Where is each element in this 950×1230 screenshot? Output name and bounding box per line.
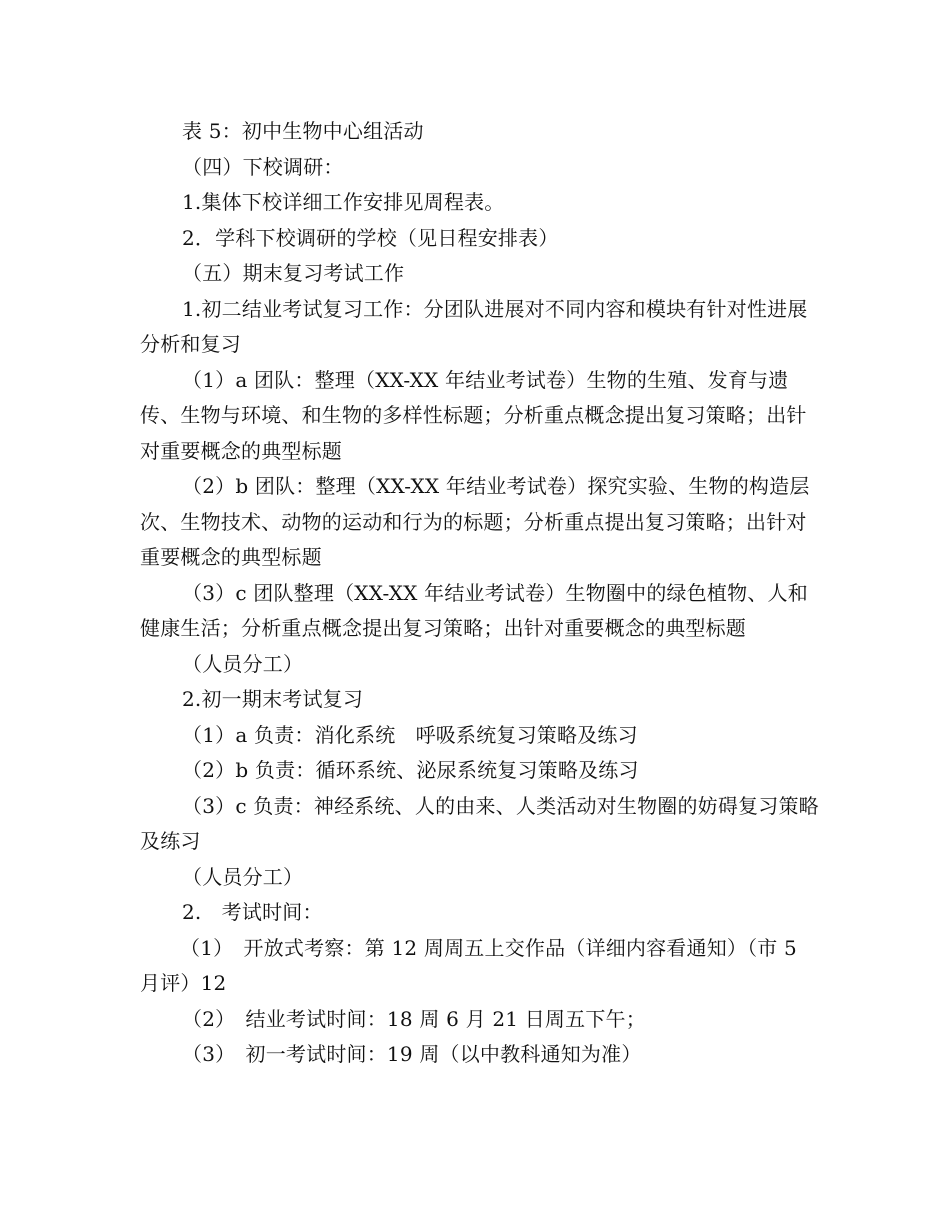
staff-division-1: （人员分工） xyxy=(182,651,304,676)
document-body xyxy=(140,114,820,1073)
staff-division-2: （人员分工） xyxy=(182,864,304,889)
section-heading-4: （四）下校调研： xyxy=(182,154,344,179)
exam-time-1: （1） 开放式考察：第 12 周周五上交作品（详细内容看通知）（市 5 月评）12 xyxy=(140,935,797,995)
paragraph-team-b: （2）b 团队：整理（XX-XX 年结业考试卷）探究实验、生物的构造层次、生物技术、动物的运动和行为的标题；分析重点提出复习策略；出针对重要概念的典型标题 xyxy=(140,474,810,569)
paragraph-visit-1: 1.集体下校详细工作安排见周程表。 xyxy=(182,190,505,214)
paragraph-grade1-a: （1）a 负责：消化系统 呼吸系统复习策略及练习 xyxy=(182,722,638,747)
exam-time-2: （2） 结业考试时间：18 周 6 月 21 日周五下午； xyxy=(182,1006,646,1031)
paragraph-team-a: （1）a 团队：整理（XX-XX 年结业考试卷）生物的生殖、发育与遗传、生物与环境、和生物的多样性标题；分析重点概念提出复习策略；出针对重要概念的典型标题 xyxy=(140,367,807,463)
paragraph-visit-2: 2．学科下校调研的学校（见日程安排表） xyxy=(182,225,559,250)
exam-time-3: （3） 初一考试时间：19 周（以中教科通知为准） xyxy=(182,1042,642,1066)
paragraph-grade1-b: （2）b 负责：循环系统、泌尿系统复习策略及练习 xyxy=(182,758,639,782)
paragraph-grade1-c: （3）c 负责：神经系统、人的由来、人类活动对生物圈的妨碍复习策略及练习 xyxy=(140,793,819,853)
exam-time-heading: 2. 考试时间： xyxy=(182,900,323,924)
paragraph-grade1-review: 2.初一期末考试复习 xyxy=(182,687,364,711)
section-heading-5: （五）期末复习考试工作 xyxy=(182,261,405,285)
paragraph-team-c: （3）c 团队整理（XX-XX 年结业考试卷）生物圈中的绿色植物、人和健康生活；分析重点概念提出复习策略；出针对重要概念的典型标题 xyxy=(140,580,808,640)
table-caption: 表 5：初中生物中心组活动 xyxy=(182,119,424,143)
paragraph-grade2-review: 1.初二结业考试复习工作：分团队进展对不同内容和模块有针对性进展分析和复习 xyxy=(140,296,808,356)
